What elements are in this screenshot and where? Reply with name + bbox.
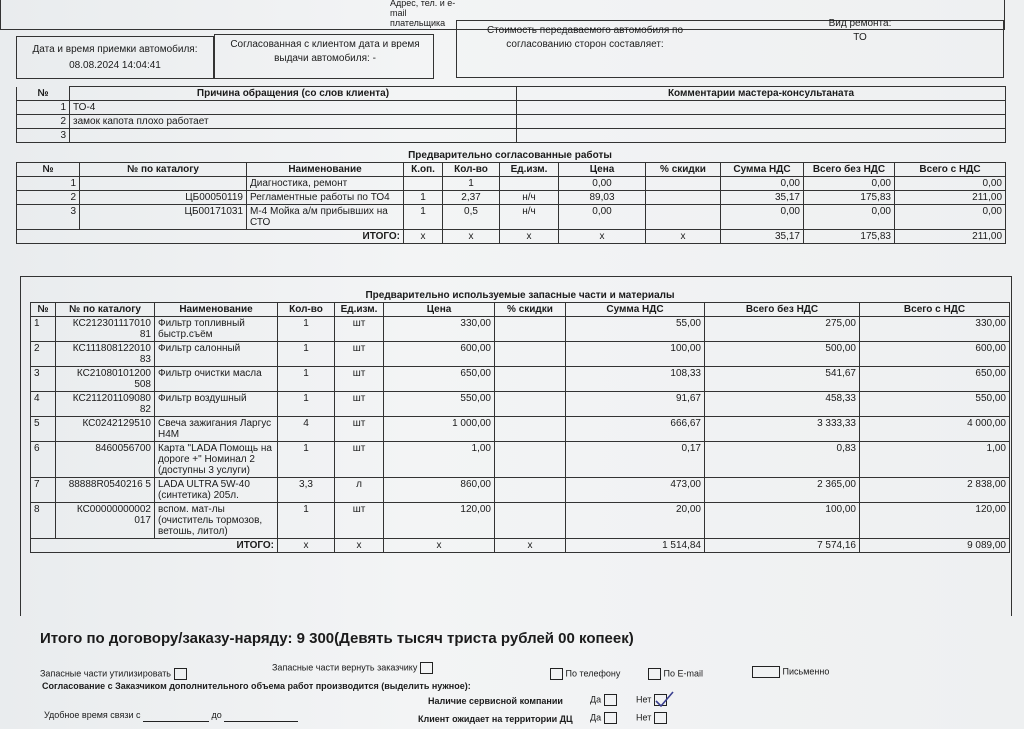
service-yes-checkbox[interactable] [604, 694, 617, 706]
works-total-total: 211,00 [895, 230, 1006, 244]
parts-num: 2 [31, 342, 56, 367]
utilize-label: Запасные части утилизировать [40, 668, 172, 679]
contact-to-line[interactable] [224, 710, 298, 722]
parts-total: 120,00 [860, 503, 1010, 539]
works-name: Регламентные работы по ТО4 [247, 191, 404, 205]
works-total-x: x [443, 230, 500, 244]
parts-price: 1,00 [384, 442, 495, 478]
contact-label: Удобное время связи с [44, 710, 141, 720]
utilize-checkbox[interactable] [174, 668, 187, 680]
service-no-label: Нет [636, 694, 652, 705]
parts-novat: 541,67 [705, 367, 860, 392]
parts-total-label: ИТОГО: [31, 539, 278, 553]
parts-total-x: x [278, 539, 335, 553]
parts-total: 600,00 [860, 342, 1010, 367]
parts-num: 5 [31, 417, 56, 442]
works-total-x: x [559, 230, 646, 244]
intake-label: Дата и время приемки автомобиля: [32, 44, 198, 55]
works-total: 0,00 [895, 205, 1006, 230]
parts-price: 550,00 [384, 392, 495, 417]
parts-price: 330,00 [384, 317, 495, 342]
works-total-x: x [404, 230, 443, 244]
works-vat: 35,17 [721, 191, 804, 205]
parts-price: 860,00 [384, 478, 495, 503]
works-catalog: ЦБ00171031 [80, 205, 247, 230]
works-table [16, 162, 1006, 244]
parts-row [31, 503, 1010, 539]
works-header-unit: Ед.изм. [500, 163, 559, 177]
parts-unit: шт [335, 367, 384, 392]
parts-novat: 2 365,00 [705, 478, 860, 503]
reason-text: замок капота плохо работает [70, 115, 517, 129]
parts-row [31, 367, 1010, 392]
parts-qty: 3,3 [278, 478, 335, 503]
utilize-parts [40, 668, 187, 680]
works-total-label: ИТОГО: [17, 230, 404, 244]
parts-name: Фильтр очистки масла [155, 367, 278, 392]
parts-unit: шт [335, 503, 384, 539]
parts-novat: 500,00 [705, 342, 860, 367]
works-header-num: № [17, 163, 80, 177]
parts-unit: шт [335, 392, 384, 417]
cost-label: Стоимость передаваемого автомобиля по согласованию сторон составляет: [486, 25, 684, 50]
comment-cell [517, 115, 1006, 129]
parts-price: 1 000,00 [384, 417, 495, 442]
contract-total: Итого по договору/заказу-наряду: 9 300(Девять тысяч триста рублей 00 копеек) [40, 630, 634, 647]
parts-qty: 1 [278, 367, 335, 392]
parts-name: Фильтр топливный быстр.съём [155, 317, 278, 342]
parts-vat: 666,67 [566, 417, 705, 442]
works-price: 89,03 [559, 191, 646, 205]
parts-vat: 100,00 [566, 342, 705, 367]
reasons-title: Причина обращения (со слов клиента) [70, 87, 517, 101]
phone-label: По телефону [565, 668, 621, 679]
parts-discount [495, 367, 566, 392]
parts-header-catalog: № по каталогу [56, 303, 155, 317]
parts-vat: 55,00 [566, 317, 705, 342]
parts-total: 1,00 [860, 442, 1010, 478]
works-qty: 2,37 [443, 191, 500, 205]
reason-text: ТО-4 [70, 101, 517, 115]
parts-row [31, 417, 1010, 442]
works-novat: 0,00 [804, 205, 895, 230]
parts-discount [495, 503, 566, 539]
works-qty: 1 [443, 177, 500, 191]
reason-row [17, 129, 1006, 143]
parts-header-total: Всего с НДС [860, 303, 1010, 317]
parts-title: Предварительно используемые запасные части и материалы [365, 290, 675, 301]
parts-total-x: x [495, 539, 566, 553]
parts-row [31, 342, 1010, 367]
parts-total-vat: 1 514,84 [566, 539, 705, 553]
intake-value: 08.08.2024 14:04:41 [69, 60, 161, 71]
parts-num: 4 [31, 392, 56, 417]
parts-header-qty: Кол-во [278, 303, 335, 317]
parts-num: 8 [31, 503, 56, 539]
parts-num: 7 [31, 478, 56, 503]
parts-catalog: КС0242129510 [56, 417, 155, 442]
works-catalog [80, 177, 247, 191]
parts-catalog: КС211201109080 82 [56, 392, 155, 417]
reason-num: 1 [17, 101, 70, 115]
waits-no [636, 712, 667, 724]
parts-header-name: Наименование [155, 303, 278, 317]
written-option [752, 666, 829, 678]
parts-price: 650,00 [384, 367, 495, 392]
works-row [17, 191, 1006, 205]
reason-row [17, 101, 1006, 115]
works-row [17, 205, 1006, 230]
waits-no-label: Нет [636, 712, 652, 723]
parts-catalog: КС00000000002 017 [56, 503, 155, 539]
works-total-vat: 35,17 [721, 230, 804, 244]
works-novat: 175,83 [804, 191, 895, 205]
parts-vat: 91,67 [566, 392, 705, 417]
agreement-label: Согласование с Заказчиком дополнительного объема работ производится (выделить нужное): [42, 681, 471, 691]
parts-catalog: 88888R0540216 5 [56, 478, 155, 503]
reason-row [17, 115, 1006, 129]
service-no-checkbox[interactable] [654, 694, 667, 706]
parts-novat: 458,33 [705, 392, 860, 417]
parts-vat: 0,17 [566, 442, 705, 478]
comments-title: Комментарии мастера-консультаната [517, 87, 1006, 101]
works-header-catalog: № по каталогу [80, 163, 247, 177]
waits-no-checkbox[interactable] [654, 712, 667, 724]
reason-num: 3 [17, 129, 70, 143]
waits-yes [590, 712, 617, 724]
works-vat: 0,00 [721, 177, 804, 191]
service-yes [590, 694, 617, 706]
parts-discount [495, 417, 566, 442]
works-header-novat: Всего без НДС [804, 163, 895, 177]
parts-qty: 1 [278, 442, 335, 478]
client-waits-label: Клиент ожидает на территории ДЦ [418, 714, 573, 724]
works-title: Предварительно согласованные работы [408, 150, 612, 161]
contact-from-line[interactable] [143, 710, 209, 722]
works-total-x: x [646, 230, 721, 244]
parts-vat: 108,33 [566, 367, 705, 392]
email-option [648, 668, 703, 680]
parts-header-discount: % скидки [495, 303, 566, 317]
phone-checkbox[interactable] [550, 668, 563, 680]
parts-row [31, 478, 1010, 503]
works-catalog: ЦБ00050119 [80, 191, 247, 205]
phone-option [550, 668, 620, 680]
works-price: 0,00 [559, 205, 646, 230]
address-label: Адрес, тел. и e-mail плательщика [390, 0, 456, 28]
works-name: Диагностика, ремонт [247, 177, 404, 191]
parts-row [31, 317, 1010, 342]
parts-discount [495, 342, 566, 367]
parts-catalog: 8460056700 [56, 442, 155, 478]
parts-name: Фильтр салонный [155, 342, 278, 367]
waits-yes-checkbox[interactable] [604, 712, 617, 724]
parts-header-novat: Всего без НДС [705, 303, 860, 317]
parts-total: 650,00 [860, 367, 1010, 392]
parts-total: 4 000,00 [860, 417, 1010, 442]
parts-discount [495, 317, 566, 342]
works-header-name: Наименование [247, 163, 404, 177]
parts-vat: 20,00 [566, 503, 705, 539]
reasons-num-header: № [17, 87, 70, 101]
repair-type-label: Вид ремонта: [828, 18, 892, 29]
works-header-kop: К.оп. [404, 163, 443, 177]
written-label: Письменно [782, 666, 830, 677]
parts-unit: л [335, 478, 384, 503]
works-total-row [17, 230, 1006, 244]
works-header-qty: Кол-во [443, 163, 500, 177]
comment-cell [517, 101, 1006, 115]
parts-table [30, 302, 1010, 553]
intake-box [16, 36, 214, 79]
parts-catalog: КС212301117010 81 [56, 317, 155, 342]
parts-price: 600,00 [384, 342, 495, 367]
works-qty: 0,5 [443, 205, 500, 230]
parts-unit: шт [335, 342, 384, 367]
parts-header-unit: Ед.изм. [335, 303, 384, 317]
parts-qty: 1 [278, 317, 335, 342]
parts-header-price: Цена [384, 303, 495, 317]
parts-unit: шт [335, 442, 384, 478]
parts-novat: 100,00 [705, 503, 860, 539]
works-discount [646, 205, 721, 230]
works-kop: 1 [404, 205, 443, 230]
works-total: 211,00 [895, 191, 1006, 205]
works-name: М-4 Мойка а/м прибывших на СТО [247, 205, 404, 230]
reason-num: 2 [17, 115, 70, 129]
parts-novat: 0,83 [705, 442, 860, 478]
parts-row [31, 442, 1010, 478]
parts-novat: 275,00 [705, 317, 860, 342]
works-header-total: Всего с НДС [895, 163, 1006, 177]
works-header-discount: % скидки [646, 163, 721, 177]
parts-catalog: КС21080101200 508 [56, 367, 155, 392]
parts-price: 120,00 [384, 503, 495, 539]
parts-qty: 4 [278, 417, 335, 442]
parts-unit: шт [335, 317, 384, 342]
parts-discount [495, 442, 566, 478]
service-yes-label: Да [590, 694, 602, 705]
parts-name: LADA ULTRA 5W-40 (синтетика) 205л. [155, 478, 278, 503]
contact-time [44, 710, 298, 722]
reason-text [70, 129, 517, 143]
parts-total-x: x [384, 539, 495, 553]
works-unit [500, 177, 559, 191]
service-company-label: Наличие сервисной компании [428, 696, 563, 706]
service-no [636, 694, 667, 706]
parts-total-novat: 7 574,16 [705, 539, 860, 553]
parts-num: 3 [31, 367, 56, 392]
parts-unit: шт [335, 417, 384, 442]
works-total-novat: 175,83 [804, 230, 895, 244]
parts-name: вспом. мат-лы (очиститель тормозов, ветошь, литол) [155, 503, 278, 539]
works-num: 1 [17, 177, 80, 191]
works-total-x: x [500, 230, 559, 244]
delivery-label: Согласованная с клиентом дата и время выдачи автомобиля: - [230, 39, 420, 64]
return-parts [272, 662, 433, 674]
email-checkbox[interactable] [648, 668, 661, 680]
works-novat: 0,00 [804, 177, 895, 191]
return-checkbox[interactable] [420, 662, 433, 674]
works-unit: н/ч [500, 191, 559, 205]
parts-name: Свеча зажигания Ларгус Н4М [155, 417, 278, 442]
check-mark-icon [653, 691, 675, 709]
works-num: 3 [17, 205, 80, 230]
parts-name: Фильтр воздушный [155, 392, 278, 417]
parts-qty: 1 [278, 342, 335, 367]
reasons-table [16, 86, 1006, 143]
parts-total: 2 838,00 [860, 478, 1010, 503]
parts-total: 330,00 [860, 317, 1010, 342]
parts-name: Карта "LADA Помощь на дороге +" Номинал 2 (доступны 3 услуги) [155, 442, 278, 478]
parts-qty: 1 [278, 503, 335, 539]
parts-header-num: № [31, 303, 56, 317]
works-header-price: Цена [559, 163, 646, 177]
parts-vat: 473,00 [566, 478, 705, 503]
parts-header-vat: Сумма НДС [566, 303, 705, 317]
repair-type-value: ТО [853, 32, 867, 43]
parts-row [31, 392, 1010, 417]
parts-total-x: x [335, 539, 384, 553]
works-price: 0,00 [559, 177, 646, 191]
contact-to-label: до [211, 710, 222, 720]
waits-yes-label: Да [590, 712, 602, 723]
written-checkbox[interactable] [752, 666, 780, 678]
works-total: 0,00 [895, 177, 1006, 191]
works-kop [404, 177, 443, 191]
parts-discount [495, 392, 566, 417]
works-unit: н/ч [500, 205, 559, 230]
parts-catalog: КС111808122010 83 [56, 342, 155, 367]
works-discount [646, 177, 721, 191]
works-kop: 1 [404, 191, 443, 205]
parts-qty: 1 [278, 392, 335, 417]
works-vat: 0,00 [721, 205, 804, 230]
parts-num: 6 [31, 442, 56, 478]
parts-novat: 3 333,33 [705, 417, 860, 442]
parts-total-total: 9 089,00 [860, 539, 1010, 553]
parts-total: 550,00 [860, 392, 1010, 417]
parts-total-row [31, 539, 1010, 553]
email-label: По E-mail [663, 668, 703, 679]
comment-cell [517, 129, 1006, 143]
works-header-vat: Сумма НДС [721, 163, 804, 177]
works-row [17, 177, 1006, 191]
works-discount [646, 191, 721, 205]
works-num: 2 [17, 191, 80, 205]
parts-num: 1 [31, 317, 56, 342]
parts-discount [495, 478, 566, 503]
return-label: Запасные части вернуть заказчику [272, 662, 418, 673]
